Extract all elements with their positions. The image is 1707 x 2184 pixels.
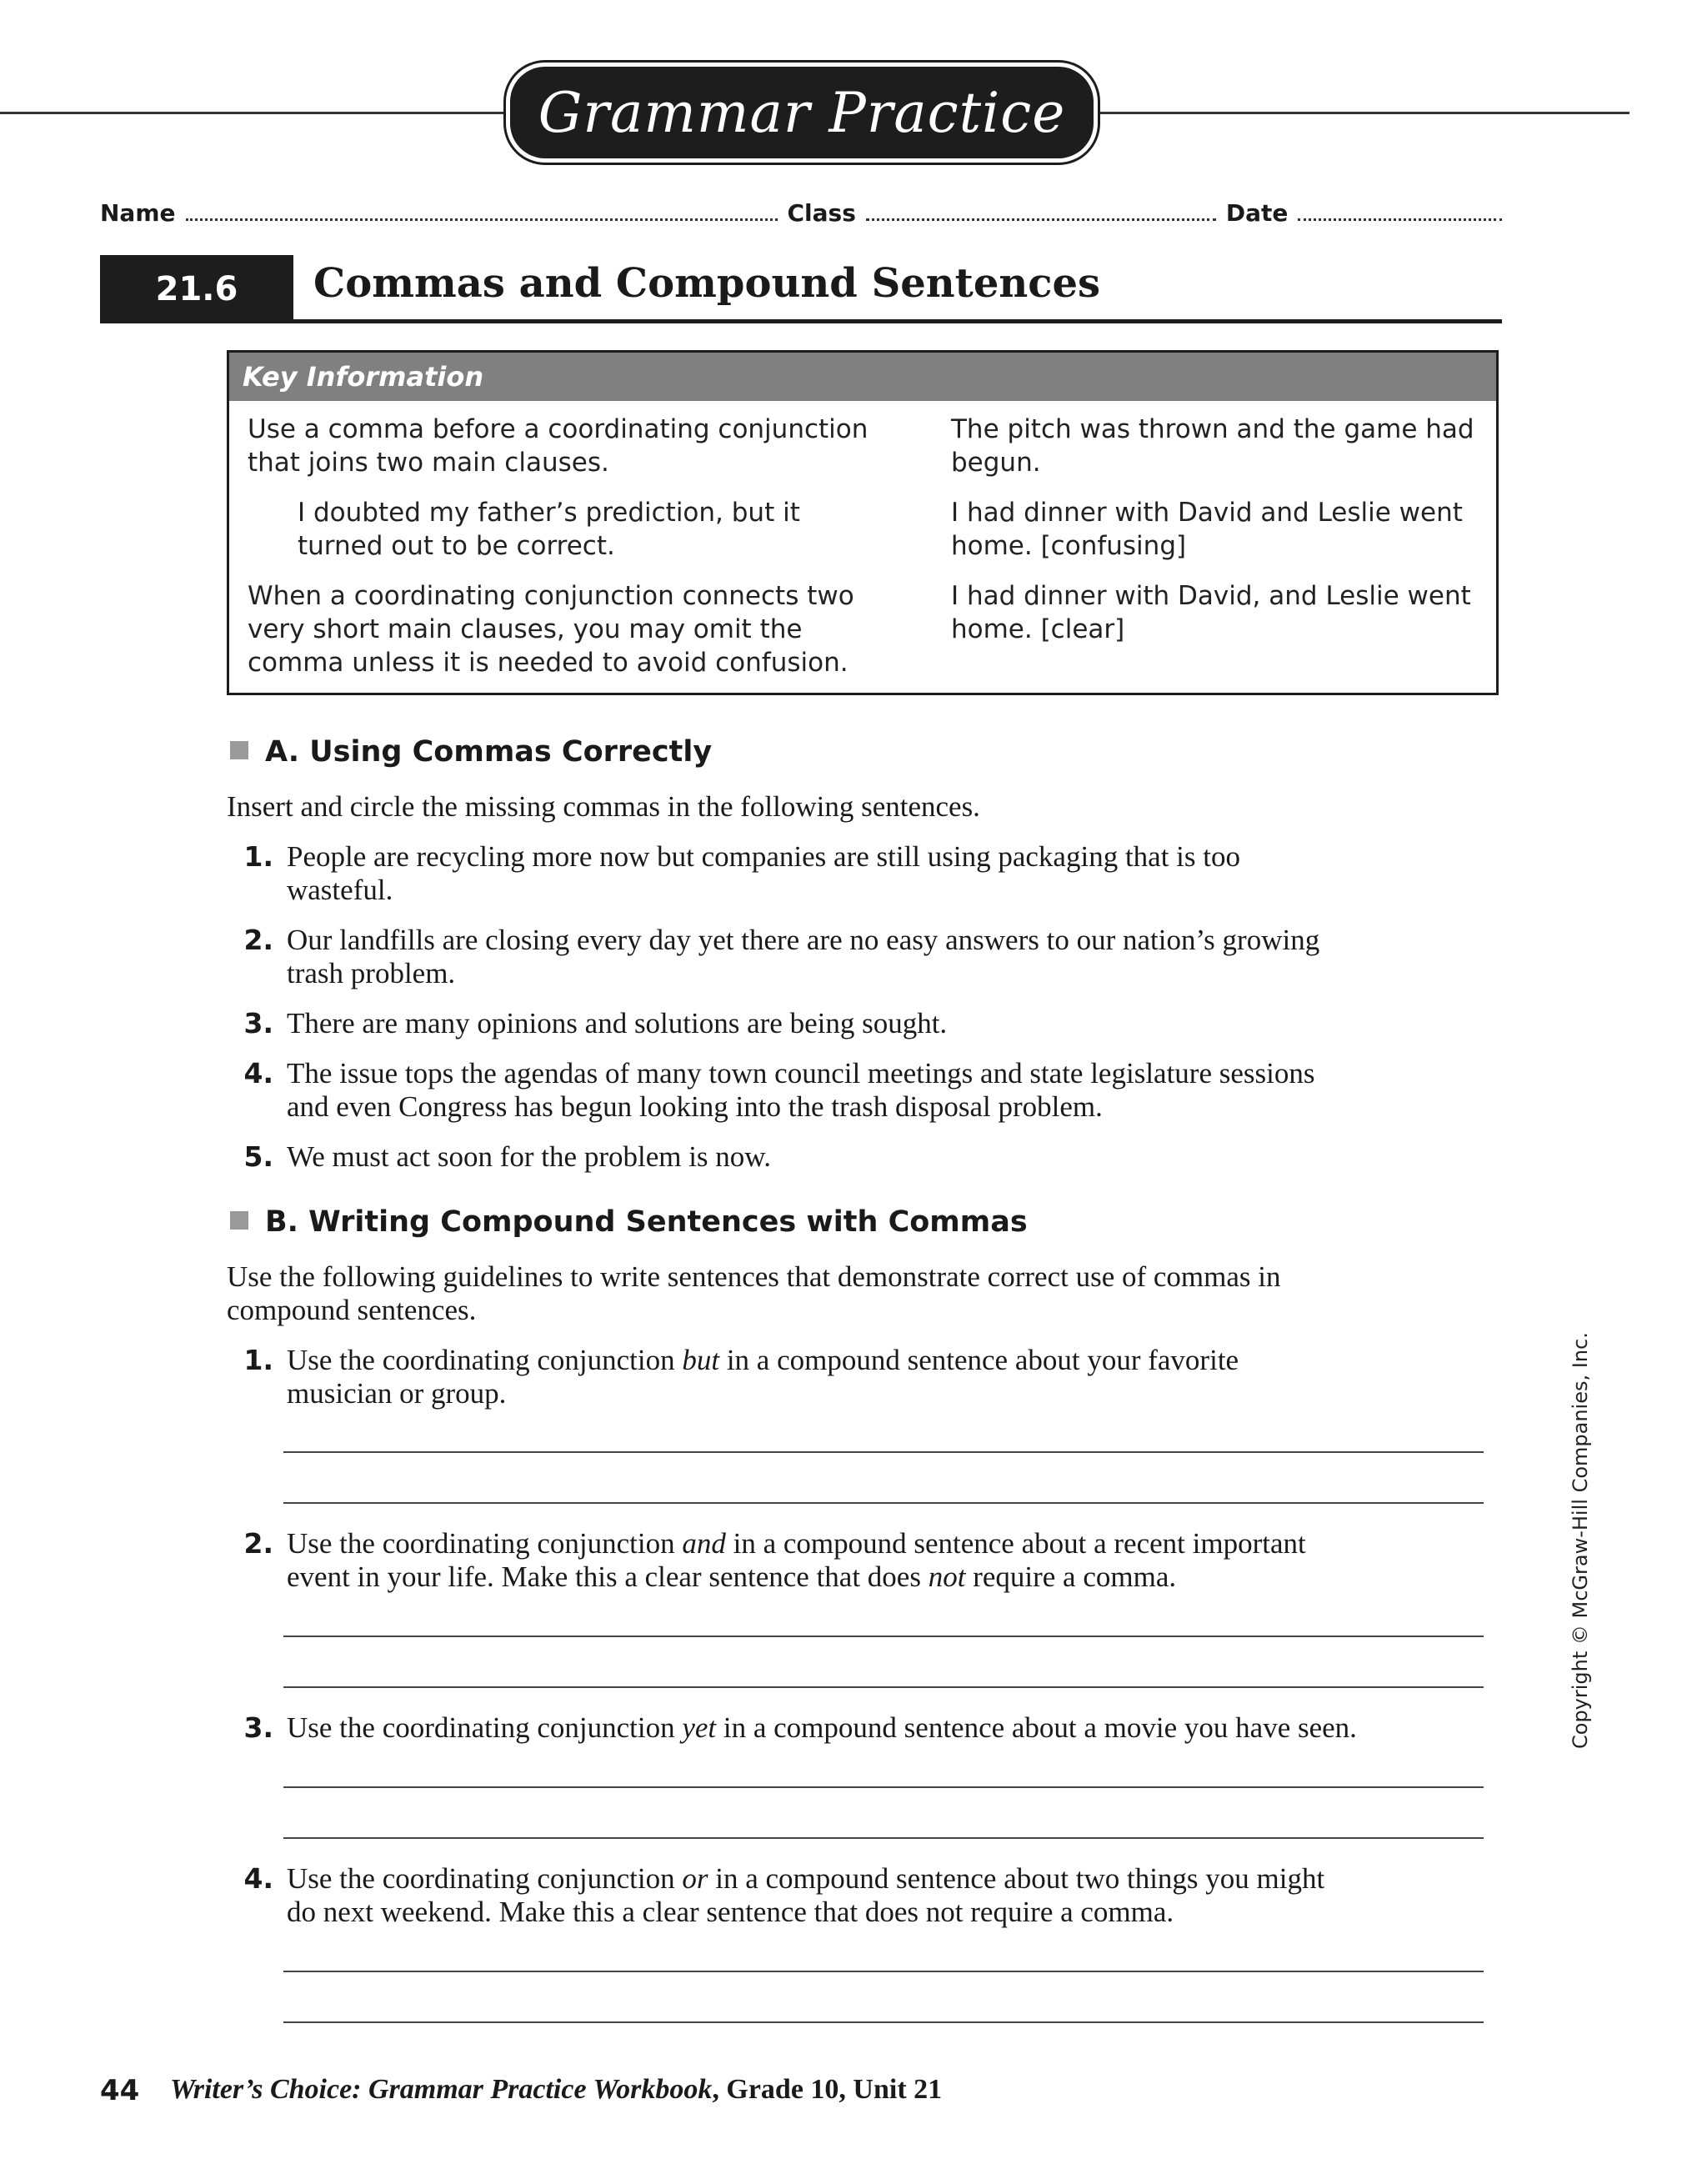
lesson-number: 21.6	[100, 255, 293, 323]
class-label: Class	[787, 199, 856, 227]
page-number: 44	[100, 2074, 140, 2107]
key-example-2	[951, 413, 1474, 479]
answer-line[interactable]	[283, 1502, 1484, 1504]
instruction-line: Use the following guidelines to write sentences that demonstrate correct use of commas in	[227, 1260, 1281, 1293]
item-number: 4.	[243, 1057, 273, 1089]
key-text-line: turned out to be correct.	[298, 531, 615, 561]
item-text: Use the coordinating conjunction yet in a compound sentence about a movie you have seen.	[287, 1711, 1357, 1744]
key-example-3	[951, 496, 1463, 563]
name-field[interactable]	[186, 218, 778, 221]
item-line: There are many opinions and solutions are being sought.	[287, 1007, 948, 1039]
name-class-date-line	[100, 193, 1502, 227]
footer-citation	[170, 2074, 942, 2106]
answer-line[interactable]	[283, 1837, 1484, 1839]
key-text-line: When a coordinating conjunction connects two	[248, 581, 854, 611]
key-information-heading: Key Information	[229, 353, 1496, 401]
key-text-line: that joins two main clauses.	[248, 448, 609, 478]
item-line: The issue tops the agendas of many town council meetings and state legislature sessions	[287, 1057, 1315, 1089]
answer-line[interactable]	[283, 1686, 1484, 1688]
item-number: 1.	[243, 840, 273, 873]
square-bullet-icon	[230, 741, 248, 759]
lesson-rule	[100, 319, 1502, 323]
item-number: 1.	[243, 1344, 273, 1376]
section-a-heading-text: A. Using Commas Correctly	[265, 735, 713, 769]
copyright-notice: Copyright © McGraw-Hill Companies, Inc.	[1569, 1332, 1592, 1749]
date-label: Date	[1225, 199, 1289, 227]
key-text-line: The pitch was thrown and the game had	[951, 414, 1474, 444]
section-b-heading	[230, 1205, 1028, 1239]
item-line: We must act soon for the problem is now.	[287, 1140, 772, 1173]
item-line: People are recycling more now but companies are still using packaging that is too	[287, 840, 1240, 873]
lesson-title: Commas and Compound Sentences	[313, 260, 1101, 307]
answer-line[interactable]	[283, 2021, 1484, 2023]
answer-line[interactable]	[283, 1451, 1484, 1453]
item-text: Use the coordinating conjunction or in a compound sentence about two things you might do next weekend. Make this a clear sentence that does not require a comma.	[287, 1862, 1325, 1928]
answer-line[interactable]	[283, 1971, 1484, 1972]
item-number: 5.	[243, 1140, 273, 1173]
item-text	[287, 1057, 1537, 1124]
item-number: 4.	[243, 1862, 273, 1895]
key-rule-1	[248, 413, 868, 479]
key-rule-2	[248, 579, 854, 679]
key-text-line: I had dinner with David, and Leslie went	[951, 581, 1471, 611]
answer-line[interactable]	[283, 1786, 1484, 1788]
instruction-line: compound sentences.	[227, 1294, 477, 1326]
section-b-heading-text: B. Writing Compound Sentences with Commas	[265, 1205, 1028, 1239]
item-number: 3.	[243, 1007, 273, 1039]
grade-unit: , Grade 10, Unit 21	[712, 2074, 943, 2105]
item-text: Use the coordinating conjunction and in a compound sentence about a recent important event in your life. Make this a clear sentence that does not require a comma.	[287, 1527, 1306, 1593]
key-text-line: Use a comma before a coordinating conjunction	[248, 414, 869, 444]
class-field[interactable]	[866, 218, 1216, 221]
name-label: Name	[100, 199, 176, 227]
banner	[510, 67, 1094, 158]
item-text	[287, 1140, 1537, 1174]
item-text	[287, 840, 1537, 907]
item-number: 3.	[243, 1711, 273, 1744]
banner-title: Grammar Practice	[538, 80, 1066, 145]
item-number: 2.	[243, 1527, 273, 1560]
key-text-line: I had dinner with David and Leslie went	[951, 498, 1463, 528]
item-line: and even Congress has begun looking into the trash disposal problem.	[287, 1090, 1103, 1123]
book-title: Writer’s Choice: Grammar Practice Workbook	[170, 2074, 713, 2105]
date-field[interactable]	[1298, 218, 1502, 221]
item-line: Our landfills are closing every day yet there are no easy answers to our nation’s growing	[287, 924, 1320, 956]
section-b-instructions	[227, 1260, 1510, 1327]
item-line: wasteful.	[287, 874, 393, 906]
answer-line[interactable]	[283, 1635, 1484, 1637]
item-text: Use the coordinating conjunction but in a compound sentence about your favorite musician or group.	[287, 1344, 1239, 1410]
key-text-line: very short main clauses, you may omit the	[248, 614, 803, 644]
item-text	[287, 924, 1537, 990]
key-text-line: begun.	[951, 448, 1041, 478]
item-number: 2.	[243, 924, 273, 956]
section-a-heading	[230, 735, 712, 769]
key-text-line: comma unless it is needed to avoid confusion.	[248, 648, 848, 678]
key-example-1	[298, 496, 800, 563]
key-information-box	[227, 350, 1499, 695]
key-text-line: home. [confusing]	[951, 531, 1187, 561]
key-example-4	[951, 579, 1471, 646]
key-text-line: I doubted my father’s prediction, but it	[298, 498, 800, 528]
section-a-instructions: Insert and circle the missing commas in the following sentences.	[227, 790, 980, 823]
item-line: trash problem.	[287, 957, 456, 989]
square-bullet-icon	[230, 1211, 248, 1230]
item-text	[287, 1007, 1537, 1040]
key-text-line: home. [clear]	[951, 614, 1125, 644]
